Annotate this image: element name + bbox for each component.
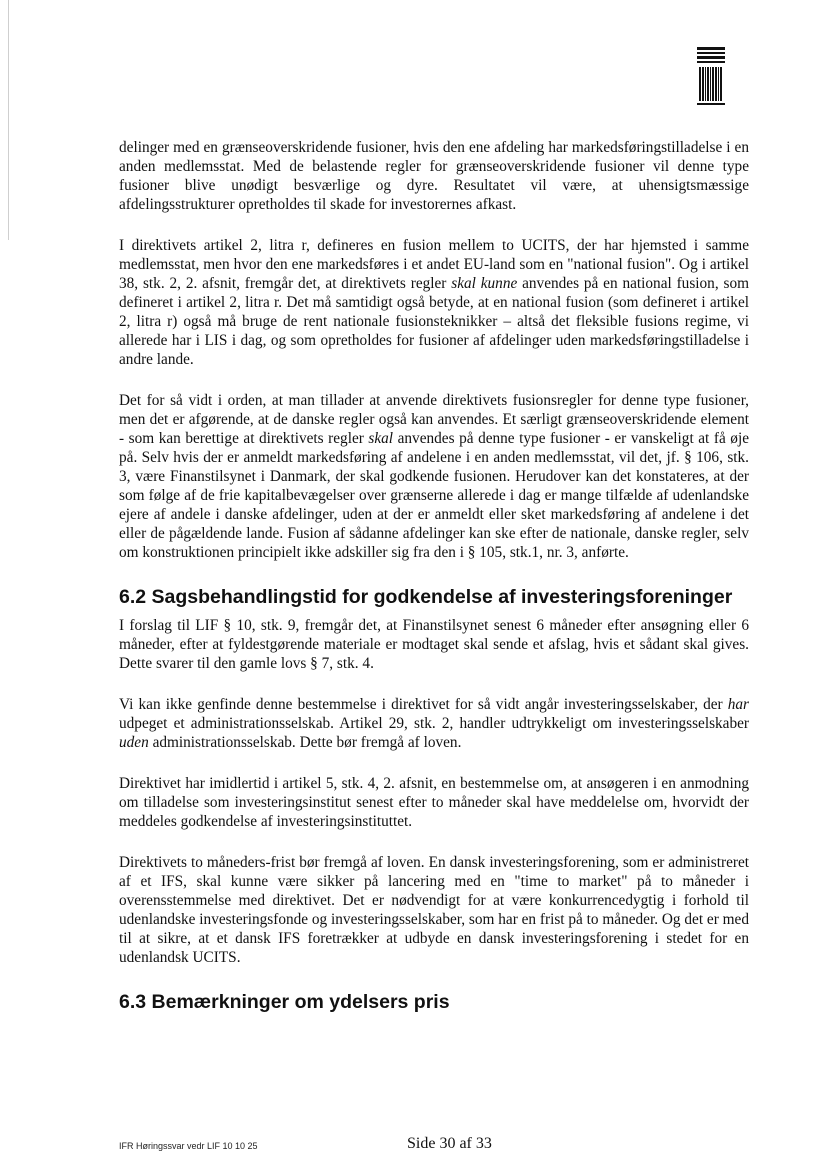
barcode-logo-icon: [697, 47, 725, 107]
paragraph-investment-companies: Vi kan ikke genfinde denne bestemmelse i direktivet for så vidt angår investeringsselskaber, der har udpeget et administrationsselskab. Artikel 29, stk. 2, handler udtrykkeligt om investeringsselskaber uden administrationsselskab. Dette bør fremgå af loven.: [119, 696, 749, 751]
paragraph-lif-10-9: I forslag til LIF § 10, stk. 9, fremgår det, at Finanstilsynet senest 6 måneder efter ansøgning eller 6 måneder, efter at fyldestgørende materiale er modtaget skal sende et afslag, hvis et sådant skal gives. Dette svarer til den gamle lovs § 7, stk. 4.: [119, 617, 749, 672]
paragraph-article-5: Direktivet har imidlertid i artikel 5, stk. 4, 2. afsnit, en bestemmelse om, at ansøgeren i en anmodning om tilladelse som investeringsinstitut senest efter to måneder skal have meddelelse om, hvorvidt der meddeles godkendelse af investeringsinstituttet.: [119, 775, 749, 830]
paragraph-national-fusion: I direktivets artikel 2, litra r, defineres en fusion mellem to UCITS, der har hjemsted i samme medlemsstat, men hvor den ene markedsføres i et andet EU-land som en "national fusion". Og i artikel 38, stk. 2, 2. afsnit, fremgår det, at direktivets regler skal kunne anvendes på en national fusion, som defineret i artikel 2, litra r. Det må samtidigt også betyde, at en national fusion (som defineret i artikel 2, litra r) også må bruge de rent nationale fusionsteknikker – altså det fleksible fusions regime, vi allerede har i LIS i dag, og som opretholdes for fusioner af afdelinger uden markedsføringstilladelse i andre lande.: [119, 237, 749, 368]
section-heading-6-2: 6.2 Sagsbehandlingstid for godkendelse af investeringsforeninger: [119, 586, 733, 608]
section-heading-6-3: 6.3 Bemærkninger om ydelsers pris: [119, 991, 450, 1013]
paragraph-cross-border-fusions: delinger med en grænseoverskridende fusioner, hvis den ene afdeling har markedsføringstilladelse i en anden medlemsstat. Med de belastende regler for grænseoverskridende fusioner vil denne type fusioner blive unødigt besværlige og dyre. Resultatet vil være, at uhensigtsmæssige afdelingsstrukturer opretholdes til skade for investorernes afkast.: [119, 139, 749, 213]
footer-document-reference: IFR Høringssvar vedr LIF 10 10 25: [119, 1141, 258, 1151]
page-edge-line: [8, 0, 9, 240]
document-body: [119, 138, 749, 1021]
footer-page-number: Side 30 af 33: [407, 1135, 492, 1152]
paragraph-two-month-deadline: Direktivets to måneders-frist bør fremgå af loven. En dansk investeringsforening, som er administreret af et IFS, skal kunne være sikker på lancering med en "time to market" på to måneder i overensstemmelse med direktivet. Det er nødvendigt for at være konkurrencedygtig i forhold til udenlandske investeringsfonde og investeringsselskaber, som har en frist på to måneder. Og det er med til at sikre, at et dansk IFS foretrækker at udbyde en dansk investeringsforening i stedet for en udenlandsk UCITS.: [119, 854, 749, 966]
paragraph-danish-rules: Det for så vidt i orden, at man tillader at anvende direktivets fusionsregler for denne type fusioner, men det er afgørende, at de danske regler også kan anvendes. Et særligt grænseoverskridende element - som kan berettige at direktivets regler skal anvendes på denne type fusioner - er vanskeligt at få øje på. Selv hvis der er anmeldt markedsføring af andelene i en anden medlemsstat, vil det, jf. § 106, stk. 3, være Finanstilsynet i Danmark, der skal godkende fusionen. Herudover kan det konstateres, at der som følge af de frie kapitalbevægelser over grænserne allerede i dag er mange tilfælde af udenlandske ejere af andele i danske afdelinger, uden at der er anmeldt eller sket markedsføring af andelene i det eller de pågældende lande. Fusion af sådanne afdelinger kan ske efter de nationale, danske regler, selv om konstruktionen principielt ikke adskiller sig fra den i § 105, stk.1, nr. 3, anførte.: [119, 392, 749, 561]
